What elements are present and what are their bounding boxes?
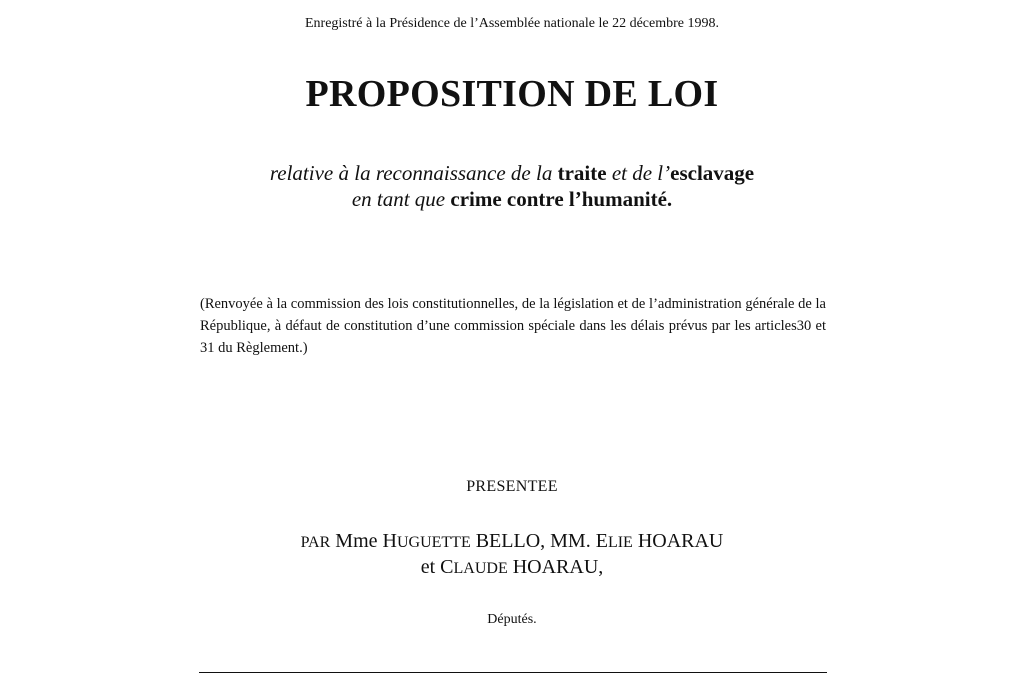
authors-line-2 (0, 556, 1024, 579)
subtitle-keyword-crime: crime contre l’humanité. (450, 187, 673, 211)
referral-paragraph: (Renvoyée à la commission des lois constitutionnelles, de la législation et de l’administration générale de la République, à défaut de constitution d’une commission spéciale dans les délais prévus par les articles30 et 31 du Règlement.) (200, 296, 826, 356)
author-firstname-rest: LIE (607, 534, 633, 551)
authors-line-1 (0, 530, 1024, 553)
authors-par: PAR (300, 534, 331, 551)
subtitle-text: relative à la reconnaissance de la (269, 161, 558, 185)
author-initial: E (595, 530, 608, 552)
author-initial: C (440, 556, 454, 578)
author-initial: H (382, 530, 397, 552)
subtitle-text: en tant que (351, 187, 451, 211)
author-firstname-rest: LAUDE (453, 560, 508, 577)
authors-title: Mme (330, 530, 383, 552)
author-lastname: HOARAU (632, 530, 724, 552)
subtitle-keyword-traite: traite (557, 161, 607, 185)
author-lastname: BELLO, MM. (470, 530, 596, 552)
author-lastname: HOARAU, (507, 556, 604, 578)
author-firstname-rest: UGUETTE (396, 534, 471, 551)
subtitle-line-1 (0, 161, 1024, 186)
subtitle-keyword-esclavage: esclavage (670, 161, 755, 185)
document-title: PROPOSITION DE LOI (305, 73, 719, 115)
horizontal-rule (199, 672, 827, 673)
deputes-label: Députés. (487, 612, 537, 627)
subtitle-text: et de l’ (606, 161, 671, 185)
subtitle-line-2 (0, 187, 1024, 212)
authors-conjunction: et (420, 556, 441, 578)
registration-note: Enregistré à la Présidence de l’Assemblée nationale le 22 décembre 1998. (304, 16, 719, 31)
presented-label: PRESENTEE (466, 478, 558, 495)
